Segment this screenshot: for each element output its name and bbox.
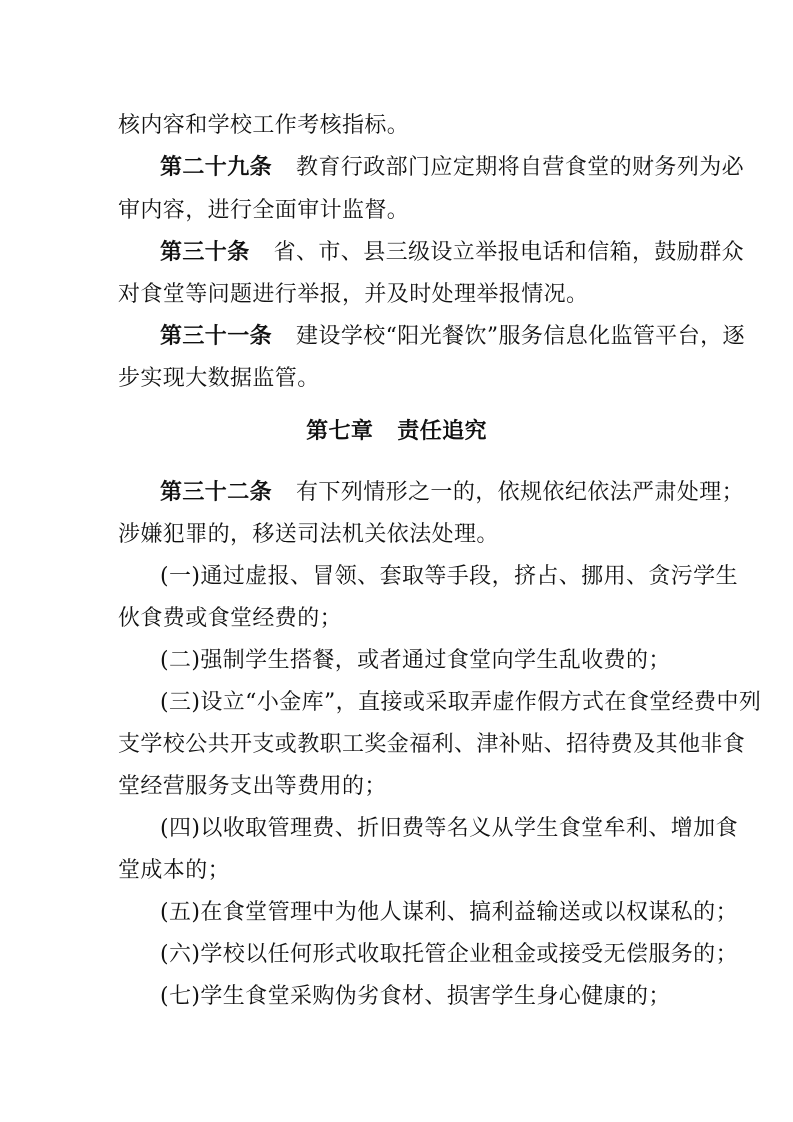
- list-item: (四)以收取管理费、折旧费等名义从学生食堂牟利、增加食: [160, 816, 738, 841]
- list-item: (六)学校以任何形式收取托管企业租金或接受无偿服务的；: [160, 942, 738, 967]
- article-number: 第三十条: [160, 240, 250, 265]
- paragraph-line: 伙食费或食堂经费的；: [118, 606, 343, 631]
- article-text: 教育行政部门应定期将自营食堂的财务列为必: [296, 155, 745, 180]
- paragraph-line: 堂经营服务支出等费用的；: [118, 774, 387, 799]
- paragraph-line: 堂成本的；: [118, 858, 231, 883]
- paragraph-line: 对食堂等问题进行举报，并及时处理举报情况。: [118, 282, 589, 307]
- paragraph-line: 核内容和学校工作考核指标。: [118, 113, 410, 138]
- chapter-heading: [0, 417, 793, 447]
- article-text: 省、市、县三级设立举报电话和信箱，鼓励群众: [273, 240, 745, 265]
- paragraph-line: 支学校公共开支或教职工奖金福利、津补贴、招待费及其他非食: [118, 732, 746, 757]
- paragraph-line: 步实现大数据监管。: [118, 366, 320, 391]
- article-30: [160, 238, 744, 268]
- article-text: 有下列情形之一的，依规依纪依法严肃处理；: [296, 480, 745, 505]
- article-29: [160, 153, 744, 183]
- article-31: [160, 322, 745, 352]
- paragraph-line: 审内容，进行全面审计监督。: [118, 198, 410, 223]
- list-item: (二)强制学生搭餐，或者通过食堂向学生乱收费的；: [160, 648, 671, 673]
- paragraph-line: 涉嫌犯罪的，移送司法机关依法处理。: [118, 522, 499, 547]
- article-32: [160, 478, 744, 508]
- list-item: (五)在食堂管理中为他人谋利、搞利益输送或以权谋私的；: [160, 900, 738, 925]
- article-number: 第三十二条: [160, 480, 273, 505]
- article-text: 建设学校“阳光餐饮”服务信息化监管平台，逐: [296, 324, 745, 349]
- article-number: 第二十九条: [160, 155, 273, 180]
- list-item: (三)设立“小金库”，直接或采取弄虚作假方式在食堂经费中列: [160, 690, 762, 715]
- list-item: (七)学生食堂采购伪劣食材、损害学生身心健康的；: [160, 984, 671, 1009]
- list-item: (一)通过虚报、冒领、套取等手段，挤占、挪用、贪污学生: [160, 564, 738, 589]
- chapter-title: 责任追究: [397, 419, 487, 444]
- chapter-number: 第七章: [306, 419, 374, 444]
- article-number: 第三十一条: [160, 324, 273, 349]
